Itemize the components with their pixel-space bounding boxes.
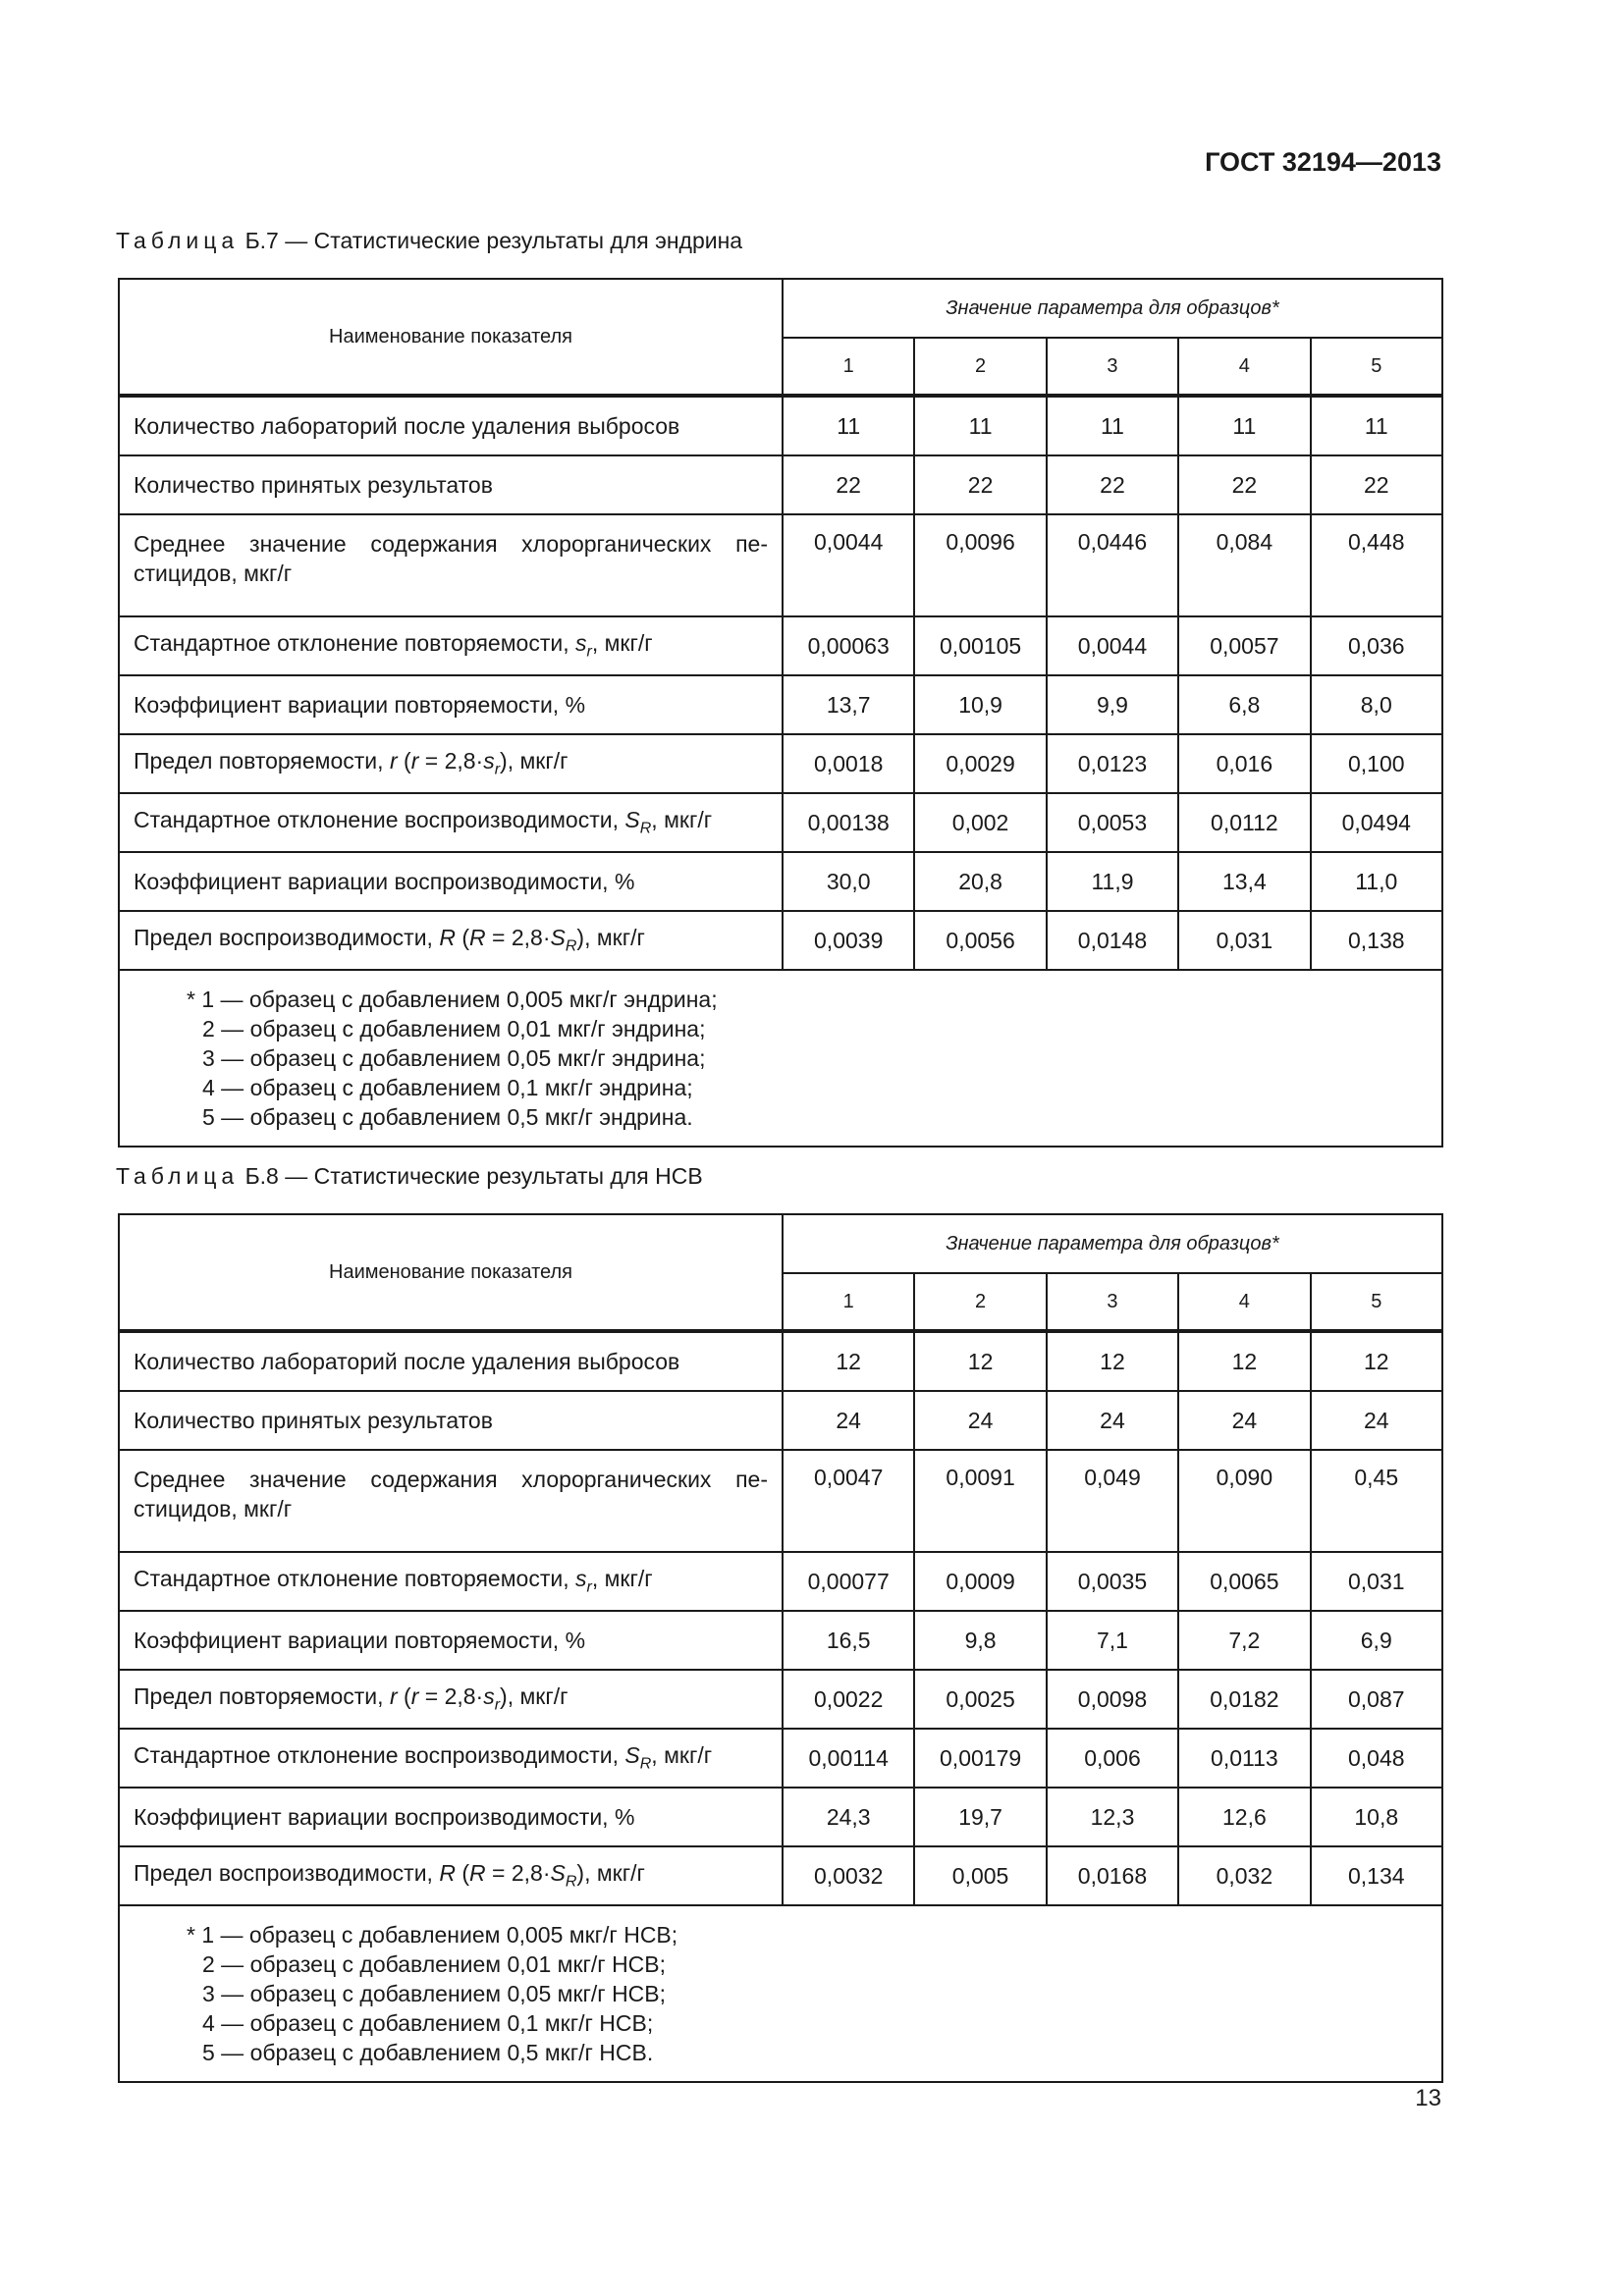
table-cell: 16,5: [783, 1611, 914, 1670]
row-label: Коэффициент вариации повторяемости, %: [119, 1611, 783, 1670]
table-cell: 0,0113: [1178, 1729, 1310, 1788]
table-cell: 0,090: [1178, 1450, 1310, 1552]
row-label: Количество лабораторий после удаления выбросов: [119, 396, 783, 455]
table-cell: 9,9: [1047, 675, 1178, 734]
table-cell: 22: [1311, 455, 1442, 514]
row-label: Коэффициент вариации повторяемости, %: [119, 675, 783, 734]
row-label: Предел воспроизводимости, R $(R = 2,8\cdot S_R)$, мкг/г: [119, 1846, 783, 1905]
table-row: [119, 1846, 1442, 1905]
column-header-sample: 5: [1311, 338, 1442, 396]
table-cell: 24,3: [783, 1788, 914, 1846]
row-label: Среднее значение содержания хлорорганических пестицидов, мкг/г: [119, 1450, 783, 1552]
table-cell: 12,6: [1178, 1788, 1310, 1846]
column-header-name: Наименование показателя: [119, 279, 783, 396]
table-cell: 0,0044: [1047, 616, 1178, 675]
caption-prefix: Таблица: [116, 1163, 240, 1189]
table-cell: 12: [1178, 1331, 1310, 1391]
footnote: [119, 970, 1442, 1147]
table-cell: 0,0025: [914, 1670, 1046, 1729]
table-cell: 0,0018: [783, 734, 914, 793]
table-cell: 22: [1178, 455, 1310, 514]
column-header-sample: 4: [1178, 338, 1310, 396]
table-cell: 0,084: [1178, 514, 1310, 616]
table-row: [119, 1729, 1442, 1788]
table-row: [119, 1450, 1442, 1552]
table-caption: [116, 228, 742, 254]
table-cell: 0,0053: [1047, 793, 1178, 852]
table-cell: 0,0148: [1047, 911, 1178, 970]
table-cell: 11: [1178, 396, 1310, 455]
table-cell: 24: [1311, 1391, 1442, 1450]
table-cell: 12: [783, 1331, 914, 1391]
table-cell: 20,8: [914, 852, 1046, 911]
table-cell: 0,006: [1047, 1729, 1178, 1788]
footnote-line: 5 — образец с добавлением 0,5 мкг/г НСВ.: [202, 2040, 654, 2065]
footnote-line: 2 — образец с добавлением 0,01 мкг/г НСВ;: [202, 1951, 667, 1977]
column-header-sample: 3: [1047, 1273, 1178, 1331]
column-header-sample: 4: [1178, 1273, 1310, 1331]
table-row: [119, 675, 1442, 734]
table-cell: 6,9: [1311, 1611, 1442, 1670]
table-cell: 0,0096: [914, 514, 1046, 616]
table-cell: 0,0112: [1178, 793, 1310, 852]
table-row: [119, 793, 1442, 852]
table-cell: 30,0: [783, 852, 914, 911]
table-cell: 0,002: [914, 793, 1046, 852]
table-cell: 0,00138: [783, 793, 914, 852]
table-cell: 0,00114: [783, 1729, 914, 1788]
table-cell: 11,9: [1047, 852, 1178, 911]
table-cell: 0,0446: [1047, 514, 1178, 616]
document-code: ГОСТ 32194—2013: [1205, 147, 1441, 177]
table-cell: 11: [914, 396, 1046, 455]
table-cell: 0,0057: [1178, 616, 1310, 675]
table-cell: 0,45: [1311, 1450, 1442, 1552]
column-header-sample: 2: [914, 1273, 1046, 1331]
table-cell: 0,448: [1311, 514, 1442, 616]
table-cell: 0,0123: [1047, 734, 1178, 793]
table-row: [119, 396, 1442, 455]
table-cell: 24: [1047, 1391, 1178, 1450]
table-cell: 0,0098: [1047, 1670, 1178, 1729]
footnote-line: * 1 — образец с добавлением 0,005 мкг/г эндрина;: [187, 987, 718, 1012]
table-cell: 0,00179: [914, 1729, 1046, 1788]
table-cell: 12: [1311, 1331, 1442, 1391]
footnote-row: [119, 1905, 1442, 2082]
table-row: [119, 616, 1442, 675]
table-cell: 13,7: [783, 675, 914, 734]
table-cell: 0,032: [1178, 1846, 1310, 1905]
table-cell: 0,005: [914, 1846, 1046, 1905]
table-cell: 6,8: [1178, 675, 1310, 734]
table-cell: 0,00105: [914, 616, 1046, 675]
row-label: Количество лабораторий после удаления выбросов: [119, 1331, 783, 1391]
table-cell: 0,0009: [914, 1552, 1046, 1611]
table-row: [119, 1788, 1442, 1846]
column-header-sample: 1: [783, 338, 914, 396]
table-cell: 13,4: [1178, 852, 1310, 911]
row-label: Количество принятых результатов: [119, 455, 783, 514]
table-cell: 0,00063: [783, 616, 914, 675]
statistics-table: [118, 1213, 1443, 2083]
header-row: [119, 1214, 1442, 1273]
page-number: 13: [1415, 2085, 1441, 2111]
table-cell: 12: [914, 1331, 1046, 1391]
table-cell: 0,0168: [1047, 1846, 1178, 1905]
table-cell: 0,0056: [914, 911, 1046, 970]
footnote-row: [119, 970, 1442, 1147]
table-cell: 0,048: [1311, 1729, 1442, 1788]
table-cell: 10,9: [914, 675, 1046, 734]
table-cell: 0,0065: [1178, 1552, 1310, 1611]
row-label: Предел повторяемости, r $(r = 2,8\cdot s_r)$, мкг/г: [119, 1670, 783, 1729]
table-cell: 0,0091: [914, 1450, 1046, 1552]
table-row: [119, 1611, 1442, 1670]
table-cell: 0,031: [1311, 1552, 1442, 1611]
table-row: [119, 734, 1442, 793]
table-cell: 0,087: [1311, 1670, 1442, 1729]
table-cell: 12: [1047, 1331, 1178, 1391]
table-cell: 24: [914, 1391, 1046, 1450]
table-cell: 0,0047: [783, 1450, 914, 1552]
footnote: [119, 1905, 1442, 2082]
table-cell: 0,0182: [1178, 1670, 1310, 1729]
table-cell: 0,0039: [783, 911, 914, 970]
footnote-line: 3 — образец с добавлением 0,05 мкг/г эндрина;: [202, 1045, 706, 1071]
table-row: [119, 1670, 1442, 1729]
table-cell: 0,0044: [783, 514, 914, 616]
header-row: [119, 279, 1442, 338]
row-label: Коэффициент вариации воспроизводимости, %: [119, 1788, 783, 1846]
table-cell: 8,0: [1311, 675, 1442, 734]
table-cell: 0,049: [1047, 1450, 1178, 1552]
table-cell: 0,0032: [783, 1846, 914, 1905]
table-row: [119, 1391, 1442, 1450]
table-cell: 0,100: [1311, 734, 1442, 793]
column-header-group: Значение параметра для образцов*: [783, 279, 1442, 338]
table-cell: 22: [914, 455, 1046, 514]
row-label: Количество принятых результатов: [119, 1391, 783, 1450]
table-cell: 0,016: [1178, 734, 1310, 793]
table-row: [119, 852, 1442, 911]
table-cell: 10,8: [1311, 1788, 1442, 1846]
table-cell: 19,7: [914, 1788, 1046, 1846]
table-caption: [116, 1163, 703, 1190]
table-cell: 0,031: [1178, 911, 1310, 970]
table-cell: 11: [783, 396, 914, 455]
table-cell: 11: [1047, 396, 1178, 455]
table-cell: 11,0: [1311, 852, 1442, 911]
row-label: Предел повторяемости, r $(r = 2,8\cdot s_r)$, мкг/г: [119, 734, 783, 793]
statistics-table: [118, 278, 1443, 1148]
table-cell: 24: [1178, 1391, 1310, 1450]
table-cell: 22: [783, 455, 914, 514]
row-label: Стандартное отклонение воспроизводимости, $S_R$, мкг/г: [119, 793, 783, 852]
table-cell: 12,3: [1047, 1788, 1178, 1846]
column-header-name: Наименование показателя: [119, 1214, 783, 1331]
footnote-line: 3 — образец с добавлением 0,05 мкг/г НСВ;: [202, 1981, 667, 2006]
row-label: Предел воспроизводимости, R $(R = 2,8\cdot S_R)$, мкг/г: [119, 911, 783, 970]
row-label: Среднее значение содержания хлорорганических пестицидов, мкг/г: [119, 514, 783, 616]
row-label: Стандартное отклонение воспроизводимости, $S_R$, мкг/г: [119, 1729, 783, 1788]
table-cell: 9,8: [914, 1611, 1046, 1670]
table-cell: 22: [1047, 455, 1178, 514]
table-row: [119, 1552, 1442, 1611]
column-header-sample: 5: [1311, 1273, 1442, 1331]
footnote-line: 5 — образец с добавлением 0,5 мкг/г эндрина.: [202, 1104, 693, 1130]
table-row: [119, 514, 1442, 616]
row-label: Стандартное отклонение повторяемости, $s_r$, мкг/г: [119, 616, 783, 675]
footnote-line: 4 — образец с добавлением 0,1 мкг/г эндрина;: [202, 1075, 693, 1100]
table-row: [119, 455, 1442, 514]
table-cell: 0,0035: [1047, 1552, 1178, 1611]
table-cell: 0,036: [1311, 616, 1442, 675]
column-header-sample: 1: [783, 1273, 914, 1331]
caption-prefix: Таблица: [116, 228, 240, 253]
table-row: [119, 1331, 1442, 1391]
table-row: [119, 911, 1442, 970]
caption-text: Б.7 — Статистические результаты для эндрина: [244, 228, 743, 253]
table-cell: 7,1: [1047, 1611, 1178, 1670]
row-label: Стандартное отклонение повторяемости, $s_r$, мкг/г: [119, 1552, 783, 1611]
table-cell: 0,138: [1311, 911, 1442, 970]
column-header-sample: 2: [914, 338, 1046, 396]
column-header-group: Значение параметра для образцов*: [783, 1214, 1442, 1273]
table-cell: 11: [1311, 396, 1442, 455]
column-header-sample: 3: [1047, 338, 1178, 396]
footnote-line: 2 — образец с добавлением 0,01 мкг/г эндрина;: [202, 1016, 706, 1041]
table-cell: 0,134: [1311, 1846, 1442, 1905]
table-cell: 0,0029: [914, 734, 1046, 793]
footnote-line: * 1 — образец с добавлением 0,005 мкг/г НСВ;: [187, 1922, 678, 1948]
table-cell: 0,0494: [1311, 793, 1442, 852]
table-cell: 7,2: [1178, 1611, 1310, 1670]
row-label: Коэффициент вариации воспроизводимости, %: [119, 852, 783, 911]
footnote-line: 4 — образец с добавлением 0,1 мкг/г НСВ;: [202, 2010, 654, 2036]
table-cell: 0,0022: [783, 1670, 914, 1729]
caption-text: Б.8 — Статистические результаты для НСВ: [244, 1163, 703, 1189]
table-cell: 24: [783, 1391, 914, 1450]
table-cell: 0,00077: [783, 1552, 914, 1611]
